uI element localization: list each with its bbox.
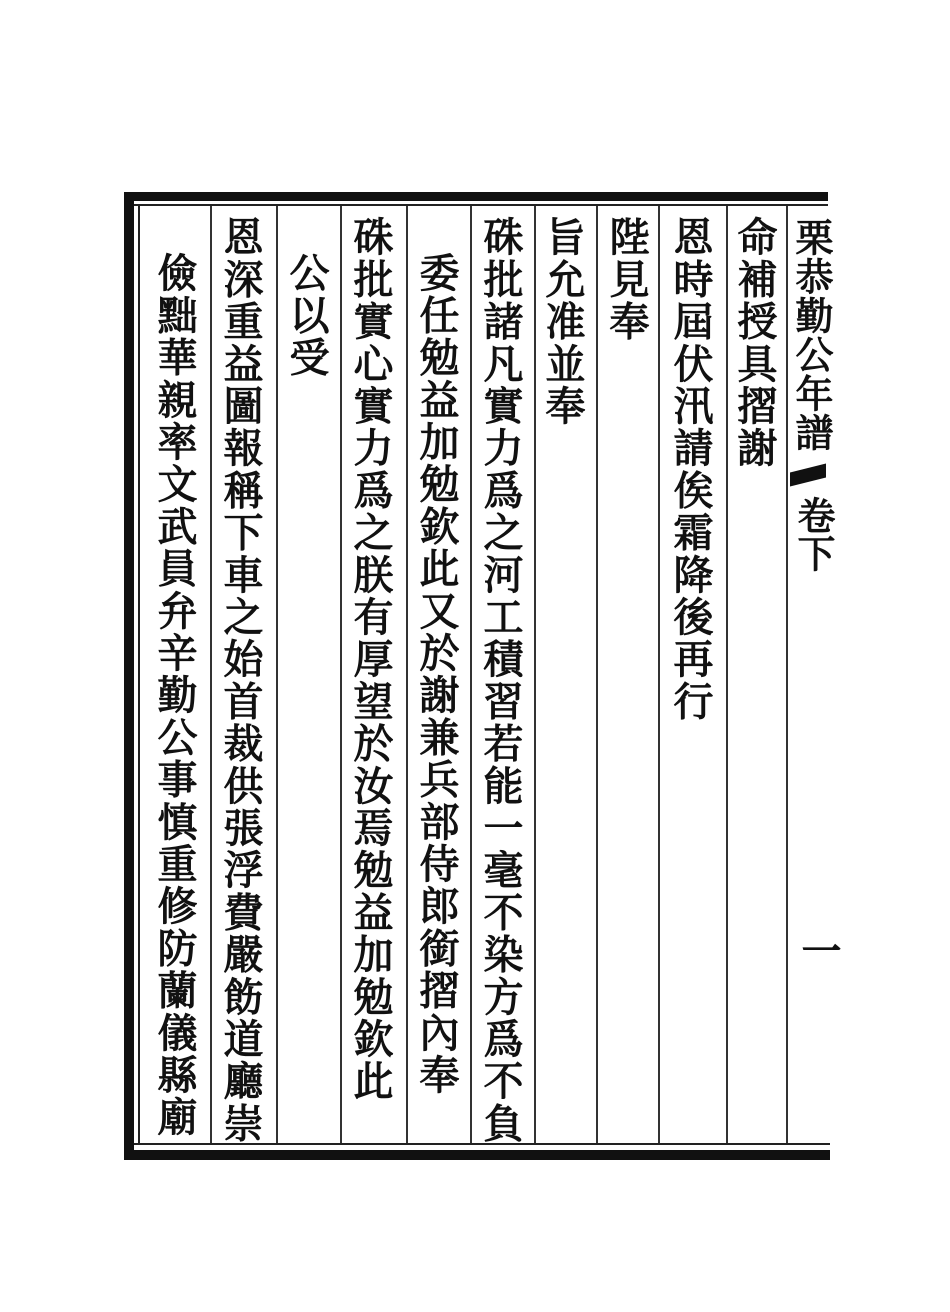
frame-top-inner-line [128,204,828,206]
column-rule [276,206,278,1143]
text-column-7: 硃批實心實力爲之朕有厚望於汝焉勉益加勉欽此 [347,216,394,1103]
text-column-9: 恩深重益圖報稱下車之始首裁供張浮費嚴飭道廳崇 [217,216,264,1145]
column-rule [658,206,660,1143]
column-rule [470,206,472,1143]
text-column-4: 旨允准並奉 [539,216,586,427]
column-rule [340,206,342,1143]
text-column-3: 陛見奉 [603,216,650,343]
book-title: 栗恭勤公年譜 [789,218,834,452]
text-column-10: 儉黜華親率文武員弁辛勤公事慎重修防蘭儀縣廟 [151,252,198,1139]
frame-bottom-border [124,1150,830,1160]
frame-top-border [128,192,828,201]
text-column-6: 委任勉益加勉欽此又於謝兼兵部侍郎銜摺內奉 [413,252,460,1096]
text-column-5: 硃批諸凡實力爲之河工積習若能一毫不染方爲不負 [477,216,524,1145]
page-number: 一 [795,930,842,970]
volume-label: 卷下 [791,496,836,572]
frame-left-border [124,192,134,1160]
column-rule [596,206,598,1143]
fish-tail-mark [790,464,826,487]
text-column-1: 命補授具摺謝 [731,216,778,470]
text-column-2: 恩時屆伏汛請俟霜降後再行 [667,216,714,723]
column-rule [726,206,728,1143]
column-rule [210,206,212,1143]
column-rule [534,206,536,1143]
column-rule [406,206,408,1143]
text-column-8: 公以受 [283,252,330,379]
frame-left-inner-line [138,204,140,1145]
